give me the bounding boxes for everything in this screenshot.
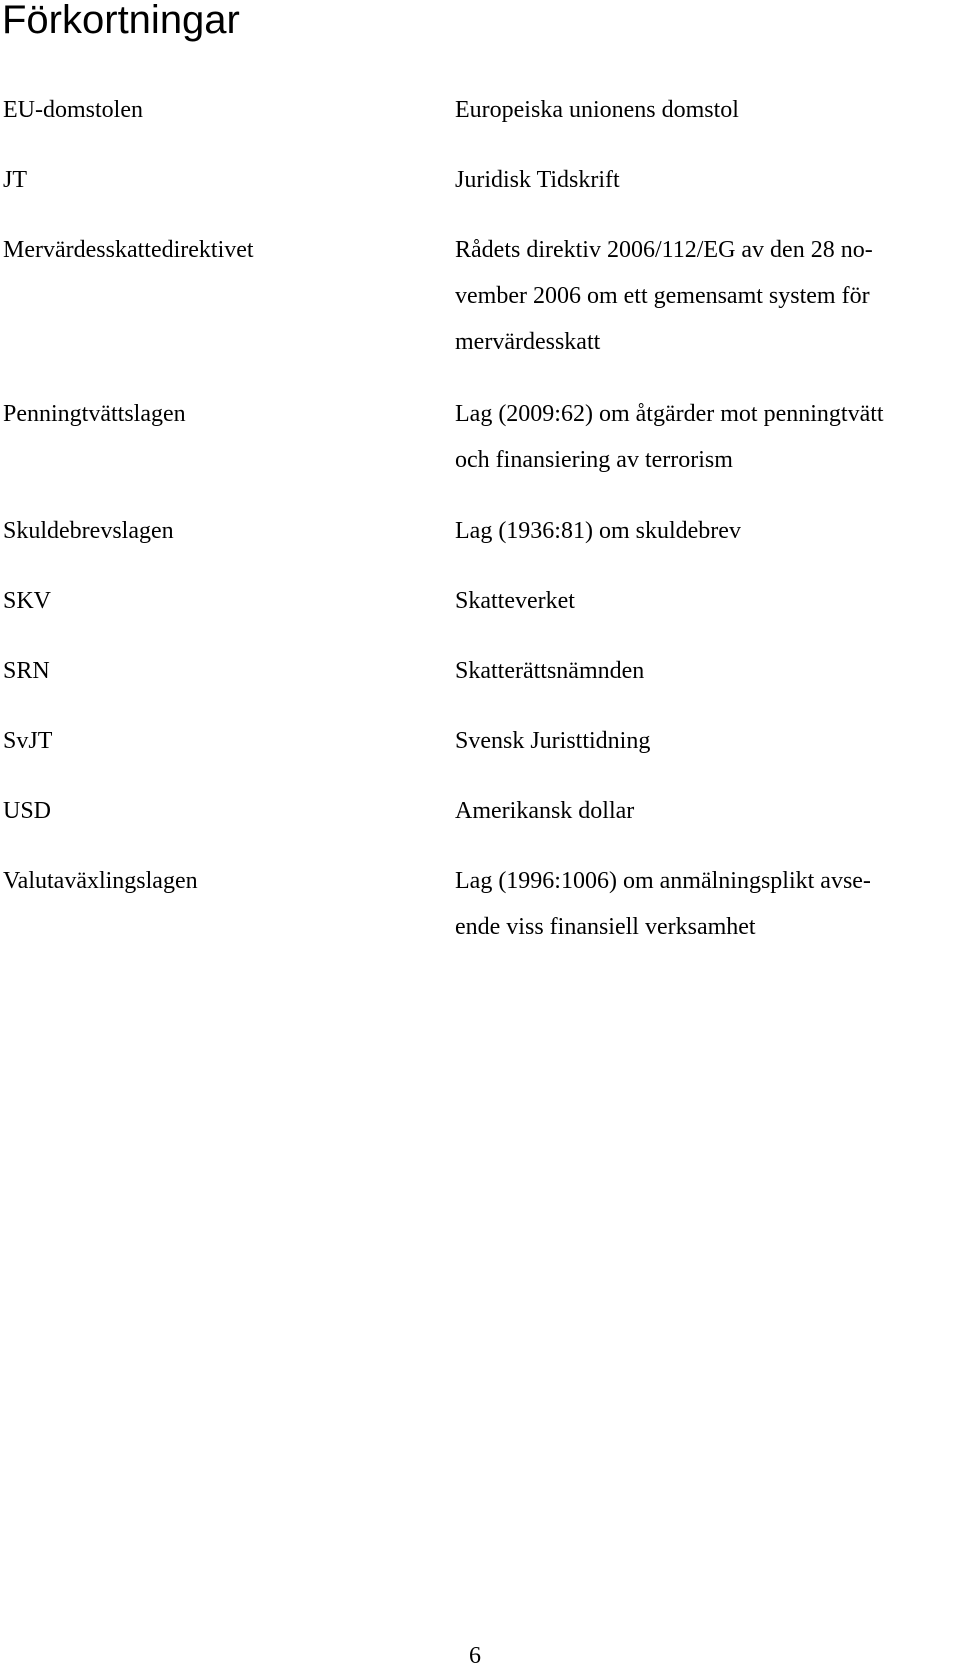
definition-line: Juridisk Tidskrift: [455, 167, 620, 193]
abbreviation-definition: [455, 718, 960, 764]
definition-line: Lag (2009:62) om åtgärder mot penningtvätt: [455, 401, 884, 427]
abbreviation-definition: [455, 508, 960, 554]
abbreviation-term: SvJT: [3, 728, 53, 754]
abbreviation-term: USD: [3, 798, 52, 824]
page-title: Förkortningar: [2, 0, 240, 42]
definition-line: Europeiska unionens domstol: [455, 97, 739, 123]
abbreviation-definition: [455, 157, 960, 203]
abbreviation-term: Mervärdesskattedirektivet: [3, 237, 254, 263]
abbreviation-definition: [455, 578, 960, 624]
definition-line: ende viss finansiell verksamhet: [455, 914, 756, 940]
definition-line: vember 2006 om ett gemensamt system för: [455, 283, 870, 309]
abbreviation-term: SRN: [3, 658, 50, 684]
abbreviation-definition: [455, 87, 960, 133]
abbreviation-term: Skuldebrevslagen: [3, 518, 174, 544]
abbreviation-definition: [455, 648, 960, 694]
definition-line: Skatterättsnämnden: [455, 658, 645, 684]
abbreviation-definition: [455, 391, 960, 483]
definition-line: Svensk Juristtidning: [455, 728, 651, 754]
definition-line: Lag (1936:81) om skuldebrev: [455, 518, 741, 544]
abbreviation-term: EU-domstolen: [3, 97, 143, 123]
abbreviation-term: JT: [3, 167, 27, 193]
abbreviation-term: Penningtvättslagen: [3, 401, 186, 427]
definition-line: Rådets direktiv 2006/112/EG av den 28 no-: [455, 237, 873, 263]
definition-line: mervärdesskatt: [455, 329, 601, 355]
abbreviation-definition: [455, 858, 960, 950]
abbreviation-term: Valutaväxlingslagen: [3, 868, 198, 894]
definition-line: och finansiering av terrorism: [455, 447, 733, 473]
page-number: 6: [469, 1643, 481, 1669]
definition-line: Skatteverket: [455, 588, 575, 614]
abbreviation-definition: [455, 788, 960, 834]
definition-line: Lag (1996:1006) om anmälningsplikt avse-: [455, 868, 871, 894]
abbreviation-term: SKV: [3, 588, 52, 614]
definition-line: Amerikansk dollar: [455, 798, 635, 824]
abbreviation-definition: [455, 227, 960, 365]
